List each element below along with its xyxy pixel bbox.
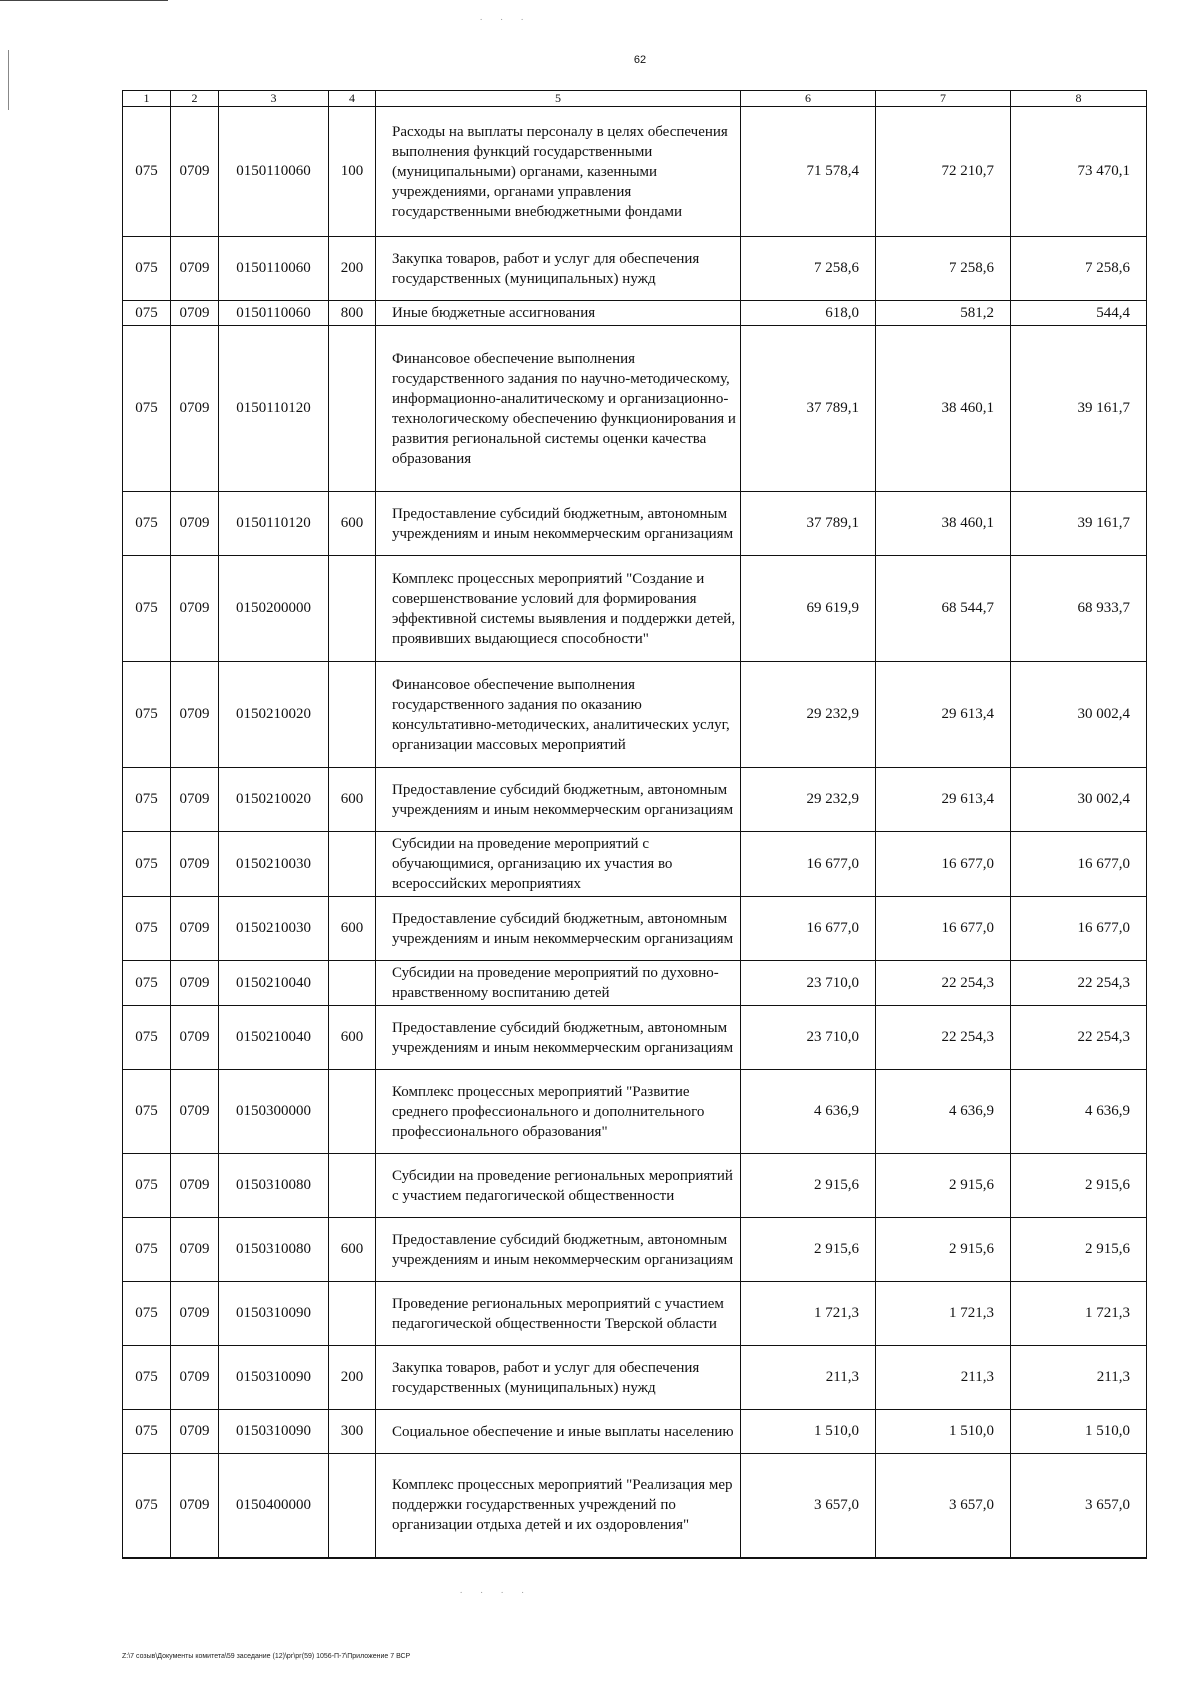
expense-type-cell: 600	[329, 1218, 376, 1282]
table-row	[123, 237, 1147, 301]
table-row	[123, 1218, 1147, 1282]
amount-year3-cell: 73 470,1	[1011, 107, 1147, 237]
admin-code-cell: 075	[123, 107, 171, 237]
expense-type-cell	[329, 961, 376, 1006]
section-code-cell: 0709	[171, 1218, 219, 1282]
header-col-7: 7	[876, 91, 1011, 107]
header-col-6: 6	[741, 91, 876, 107]
section-code-cell: 0709	[171, 1006, 219, 1070]
section-code-cell: 0709	[171, 237, 219, 301]
header-col-3: 3	[219, 91, 329, 107]
admin-code-cell: 075	[123, 301, 171, 326]
description-cell: Финансовое обеспечение выполнения государственного задания по оказанию консультативно-методических, аналитических услуг, организации массовых мероприятий	[376, 662, 741, 768]
amount-year3-cell: 39 161,7	[1011, 492, 1147, 556]
description-cell: Субсидии на проведение мероприятий с обучающимися, организацию их участия во всероссийских мероприятиях	[376, 832, 741, 897]
expense-type-cell	[329, 1282, 376, 1346]
admin-code-cell: 075	[123, 768, 171, 832]
amount-year1-cell: 7 258,6	[741, 237, 876, 301]
expense-type-cell: 300	[329, 1410, 376, 1454]
admin-code-cell: 075	[123, 1154, 171, 1218]
amount-year2-cell: 2 915,6	[876, 1154, 1011, 1218]
admin-code-cell: 075	[123, 897, 171, 961]
expense-type-cell	[329, 1154, 376, 1218]
header-col-8: 8	[1011, 91, 1147, 107]
table-row	[123, 1410, 1147, 1454]
amount-year3-cell: 7 258,6	[1011, 237, 1147, 301]
description-cell: Комплекс процессных мероприятий "Реализация мер поддержки государственных учреждений по организации отдыха детей и их оздоровления"	[376, 1454, 741, 1558]
scan-noise: . . . .	[460, 1585, 532, 1595]
header-col-1: 1	[123, 91, 171, 107]
admin-code-cell: 075	[123, 1454, 171, 1558]
admin-code-cell: 075	[123, 1282, 171, 1346]
table-row	[123, 1006, 1147, 1070]
amount-year2-cell: 22 254,3	[876, 961, 1011, 1006]
table-row	[123, 1070, 1147, 1154]
description-cell: Предоставление субсидий бюджетным, автономным учреждениям и иным некоммерческим организациям	[376, 492, 741, 556]
amount-year2-cell: 38 460,1	[876, 326, 1011, 492]
amount-year2-cell: 1 721,3	[876, 1282, 1011, 1346]
expense-type-cell: 800	[329, 301, 376, 326]
description-cell: Закупка товаров, работ и услуг для обеспечения государственных (муниципальных) нужд	[376, 237, 741, 301]
amount-year3-cell: 16 677,0	[1011, 832, 1147, 897]
amount-year2-cell: 7 258,6	[876, 237, 1011, 301]
amount-year1-cell: 2 915,6	[741, 1218, 876, 1282]
table-row	[123, 897, 1147, 961]
amount-year3-cell: 22 254,3	[1011, 1006, 1147, 1070]
description-cell: Субсидии на проведение мероприятий по духовно-нравственному воспитанию детей	[376, 961, 741, 1006]
table-body	[123, 107, 1147, 1558]
table-row	[123, 1454, 1147, 1558]
page-number: 62	[633, 54, 647, 66]
admin-code-cell: 075	[123, 326, 171, 492]
section-code-cell: 0709	[171, 961, 219, 1006]
amount-year2-cell: 16 677,0	[876, 832, 1011, 897]
amount-year3-cell: 544,4	[1011, 301, 1147, 326]
amount-year2-cell: 38 460,1	[876, 492, 1011, 556]
description-cell: Предоставление субсидий бюджетным, автономным учреждениям и иным некоммерческим организациям	[376, 768, 741, 832]
amount-year2-cell: 29 613,4	[876, 768, 1011, 832]
amount-year2-cell: 4 636,9	[876, 1070, 1011, 1154]
amount-year1-cell: 618,0	[741, 301, 876, 326]
table-row	[123, 107, 1147, 237]
target-article-cell: 0150110060	[219, 107, 329, 237]
section-code-cell: 0709	[171, 492, 219, 556]
section-code-cell: 0709	[171, 301, 219, 326]
admin-code-cell: 075	[123, 1006, 171, 1070]
expense-type-cell	[329, 662, 376, 768]
amount-year1-cell: 1 721,3	[741, 1282, 876, 1346]
section-code-cell: 0709	[171, 1070, 219, 1154]
expense-type-cell: 600	[329, 492, 376, 556]
amount-year2-cell: 3 657,0	[876, 1454, 1011, 1558]
expense-type-cell: 600	[329, 897, 376, 961]
amount-year2-cell: 16 677,0	[876, 897, 1011, 961]
amount-year2-cell: 581,2	[876, 301, 1011, 326]
amount-year3-cell: 30 002,4	[1011, 768, 1147, 832]
amount-year3-cell: 2 915,6	[1011, 1154, 1147, 1218]
description-cell: Комплекс процессных мероприятий "Создание и совершенствование условий для формирования эффективной системы выявления и поддержки детей, проявивших выдающиеся способности"	[376, 556, 741, 662]
admin-code-cell: 075	[123, 1346, 171, 1410]
file-path-footer: Z:\7 созыв\Документы комитета\59 заседание (12)\рг\рг(59) 1056-П-7\Приложение 7 ВСР	[122, 1653, 411, 1660]
amount-year1-cell: 1 510,0	[741, 1410, 876, 1454]
section-code-cell: 0709	[171, 768, 219, 832]
target-article-cell: 0150210040	[219, 1006, 329, 1070]
target-article-cell: 0150110060	[219, 301, 329, 326]
table-row	[123, 1346, 1147, 1410]
amount-year1-cell: 29 232,9	[741, 768, 876, 832]
target-article-cell: 0150310090	[219, 1282, 329, 1346]
scan-noise: . . .	[480, 12, 532, 22]
amount-year3-cell: 68 933,7	[1011, 556, 1147, 662]
target-article-cell: 0150310090	[219, 1410, 329, 1454]
description-cell: Социальное обеспечение и иные выплаты населению	[376, 1410, 741, 1454]
target-article-cell: 0150310090	[219, 1346, 329, 1410]
section-code-cell: 0709	[171, 1282, 219, 1346]
amount-year1-cell: 69 619,9	[741, 556, 876, 662]
description-cell: Расходы на выплаты персоналу в целях обеспечения выполнения функций государственными (муниципальными) органами, казенными учреждениями, органами управления государственными внебюджетными фондами	[376, 107, 741, 237]
description-cell: Финансовое обеспечение выполнения государственного задания по научно-методическому, информационно-аналитическому и организационно-технологическому обеспечению функционирования и развития региональной системы оценки качества образования	[376, 326, 741, 492]
header-col-2: 2	[171, 91, 219, 107]
amount-year2-cell: 22 254,3	[876, 1006, 1011, 1070]
expense-type-cell	[329, 832, 376, 897]
amount-year2-cell: 72 210,7	[876, 107, 1011, 237]
target-article-cell: 0150200000	[219, 556, 329, 662]
description-cell: Субсидии на проведение региональных мероприятий с участием педагогической общественности	[376, 1154, 741, 1218]
amount-year3-cell: 1 510,0	[1011, 1410, 1147, 1454]
table-row	[123, 662, 1147, 768]
amount-year3-cell: 30 002,4	[1011, 662, 1147, 768]
section-code-cell: 0709	[171, 556, 219, 662]
section-code-cell: 0709	[171, 832, 219, 897]
target-article-cell: 0150110060	[219, 237, 329, 301]
admin-code-cell: 075	[123, 237, 171, 301]
section-code-cell: 0709	[171, 1154, 219, 1218]
table-row	[123, 832, 1147, 897]
table-row	[123, 768, 1147, 832]
amount-year1-cell: 3 657,0	[741, 1454, 876, 1558]
amount-year2-cell: 1 510,0	[876, 1410, 1011, 1454]
target-article-cell: 0150310080	[219, 1154, 329, 1218]
amount-year2-cell: 68 544,7	[876, 556, 1011, 662]
description-cell: Предоставление субсидий бюджетным, автономным учреждениям и иным некоммерческим организациям	[376, 897, 741, 961]
section-code-cell: 0709	[171, 1410, 219, 1454]
expense-type-cell	[329, 556, 376, 662]
amount-year3-cell: 1 721,3	[1011, 1282, 1147, 1346]
amount-year1-cell: 37 789,1	[741, 492, 876, 556]
admin-code-cell: 075	[123, 492, 171, 556]
section-code-cell: 0709	[171, 897, 219, 961]
amount-year1-cell: 23 710,0	[741, 1006, 876, 1070]
target-article-cell: 0150110120	[219, 326, 329, 492]
table-row	[123, 961, 1147, 1006]
amount-year3-cell: 16 677,0	[1011, 897, 1147, 961]
target-article-cell: 0150210020	[219, 662, 329, 768]
amount-year2-cell: 2 915,6	[876, 1218, 1011, 1282]
amount-year2-cell: 211,3	[876, 1346, 1011, 1410]
target-article-cell: 0150210040	[219, 961, 329, 1006]
description-cell: Проведение региональных мероприятий с участием педагогической общественности Тверской области	[376, 1282, 741, 1346]
amount-year3-cell: 22 254,3	[1011, 961, 1147, 1006]
amount-year1-cell: 37 789,1	[741, 326, 876, 492]
column-number-row	[123, 91, 1147, 107]
amount-year1-cell: 4 636,9	[741, 1070, 876, 1154]
expense-type-cell	[329, 1070, 376, 1154]
amount-year2-cell: 29 613,4	[876, 662, 1011, 768]
admin-code-cell: 075	[123, 556, 171, 662]
description-cell: Комплекс процессных мероприятий "Развитие среднего профессионального и дополнительного профессионального образования"	[376, 1070, 741, 1154]
admin-code-cell: 075	[123, 832, 171, 897]
amount-year1-cell: 71 578,4	[741, 107, 876, 237]
expense-type-cell	[329, 326, 376, 492]
table-row	[123, 301, 1147, 326]
section-code-cell: 0709	[171, 1346, 219, 1410]
expense-type-cell: 600	[329, 1006, 376, 1070]
target-article-cell: 0150400000	[219, 1454, 329, 1558]
amount-year1-cell: 29 232,9	[741, 662, 876, 768]
scan-edge-line	[0, 0, 168, 1]
table-row	[123, 492, 1147, 556]
description-cell: Предоставление субсидий бюджетным, автономным учреждениям и иным некоммерческим организациям	[376, 1218, 741, 1282]
target-article-cell: 0150310080	[219, 1218, 329, 1282]
amount-year1-cell: 16 677,0	[741, 897, 876, 961]
target-article-cell: 0150210030	[219, 832, 329, 897]
description-cell: Предоставление субсидий бюджетным, автономным учреждениям и иным некоммерческим организациям	[376, 1006, 741, 1070]
expense-type-cell: 200	[329, 237, 376, 301]
description-cell: Иные бюджетные ассигнования	[376, 301, 741, 326]
section-code-cell: 0709	[171, 107, 219, 237]
description-cell: Закупка товаров, работ и услуг для обеспечения государственных (муниципальных) нужд	[376, 1346, 741, 1410]
table-row	[123, 1282, 1147, 1346]
header-col-5: 5	[376, 91, 741, 107]
target-article-cell: 0150210030	[219, 897, 329, 961]
expense-type-cell	[329, 1454, 376, 1558]
amount-year3-cell: 211,3	[1011, 1346, 1147, 1410]
expense-type-cell: 200	[329, 1346, 376, 1410]
admin-code-cell: 075	[123, 662, 171, 768]
amount-year1-cell: 2 915,6	[741, 1154, 876, 1218]
target-article-cell: 0150110120	[219, 492, 329, 556]
amount-year1-cell: 23 710,0	[741, 961, 876, 1006]
admin-code-cell: 075	[123, 1218, 171, 1282]
amount-year1-cell: 211,3	[741, 1346, 876, 1410]
amount-year3-cell: 39 161,7	[1011, 326, 1147, 492]
amount-year3-cell: 2 915,6	[1011, 1218, 1147, 1282]
amount-year3-cell: 4 636,9	[1011, 1070, 1147, 1154]
table-row	[123, 1154, 1147, 1218]
expense-type-cell: 600	[329, 768, 376, 832]
table-row	[123, 326, 1147, 492]
target-article-cell: 0150300000	[219, 1070, 329, 1154]
section-code-cell: 0709	[171, 1454, 219, 1558]
admin-code-cell: 075	[123, 1410, 171, 1454]
admin-code-cell: 075	[123, 1070, 171, 1154]
amount-year1-cell: 16 677,0	[741, 832, 876, 897]
target-article-cell: 0150210020	[219, 768, 329, 832]
table-row	[123, 556, 1147, 662]
admin-code-cell: 075	[123, 961, 171, 1006]
header-col-4: 4	[329, 91, 376, 107]
expense-type-cell: 100	[329, 107, 376, 237]
budget-table	[122, 90, 1147, 1559]
amount-year3-cell: 3 657,0	[1011, 1454, 1147, 1558]
section-code-cell: 0709	[171, 326, 219, 492]
section-code-cell: 0709	[171, 662, 219, 768]
